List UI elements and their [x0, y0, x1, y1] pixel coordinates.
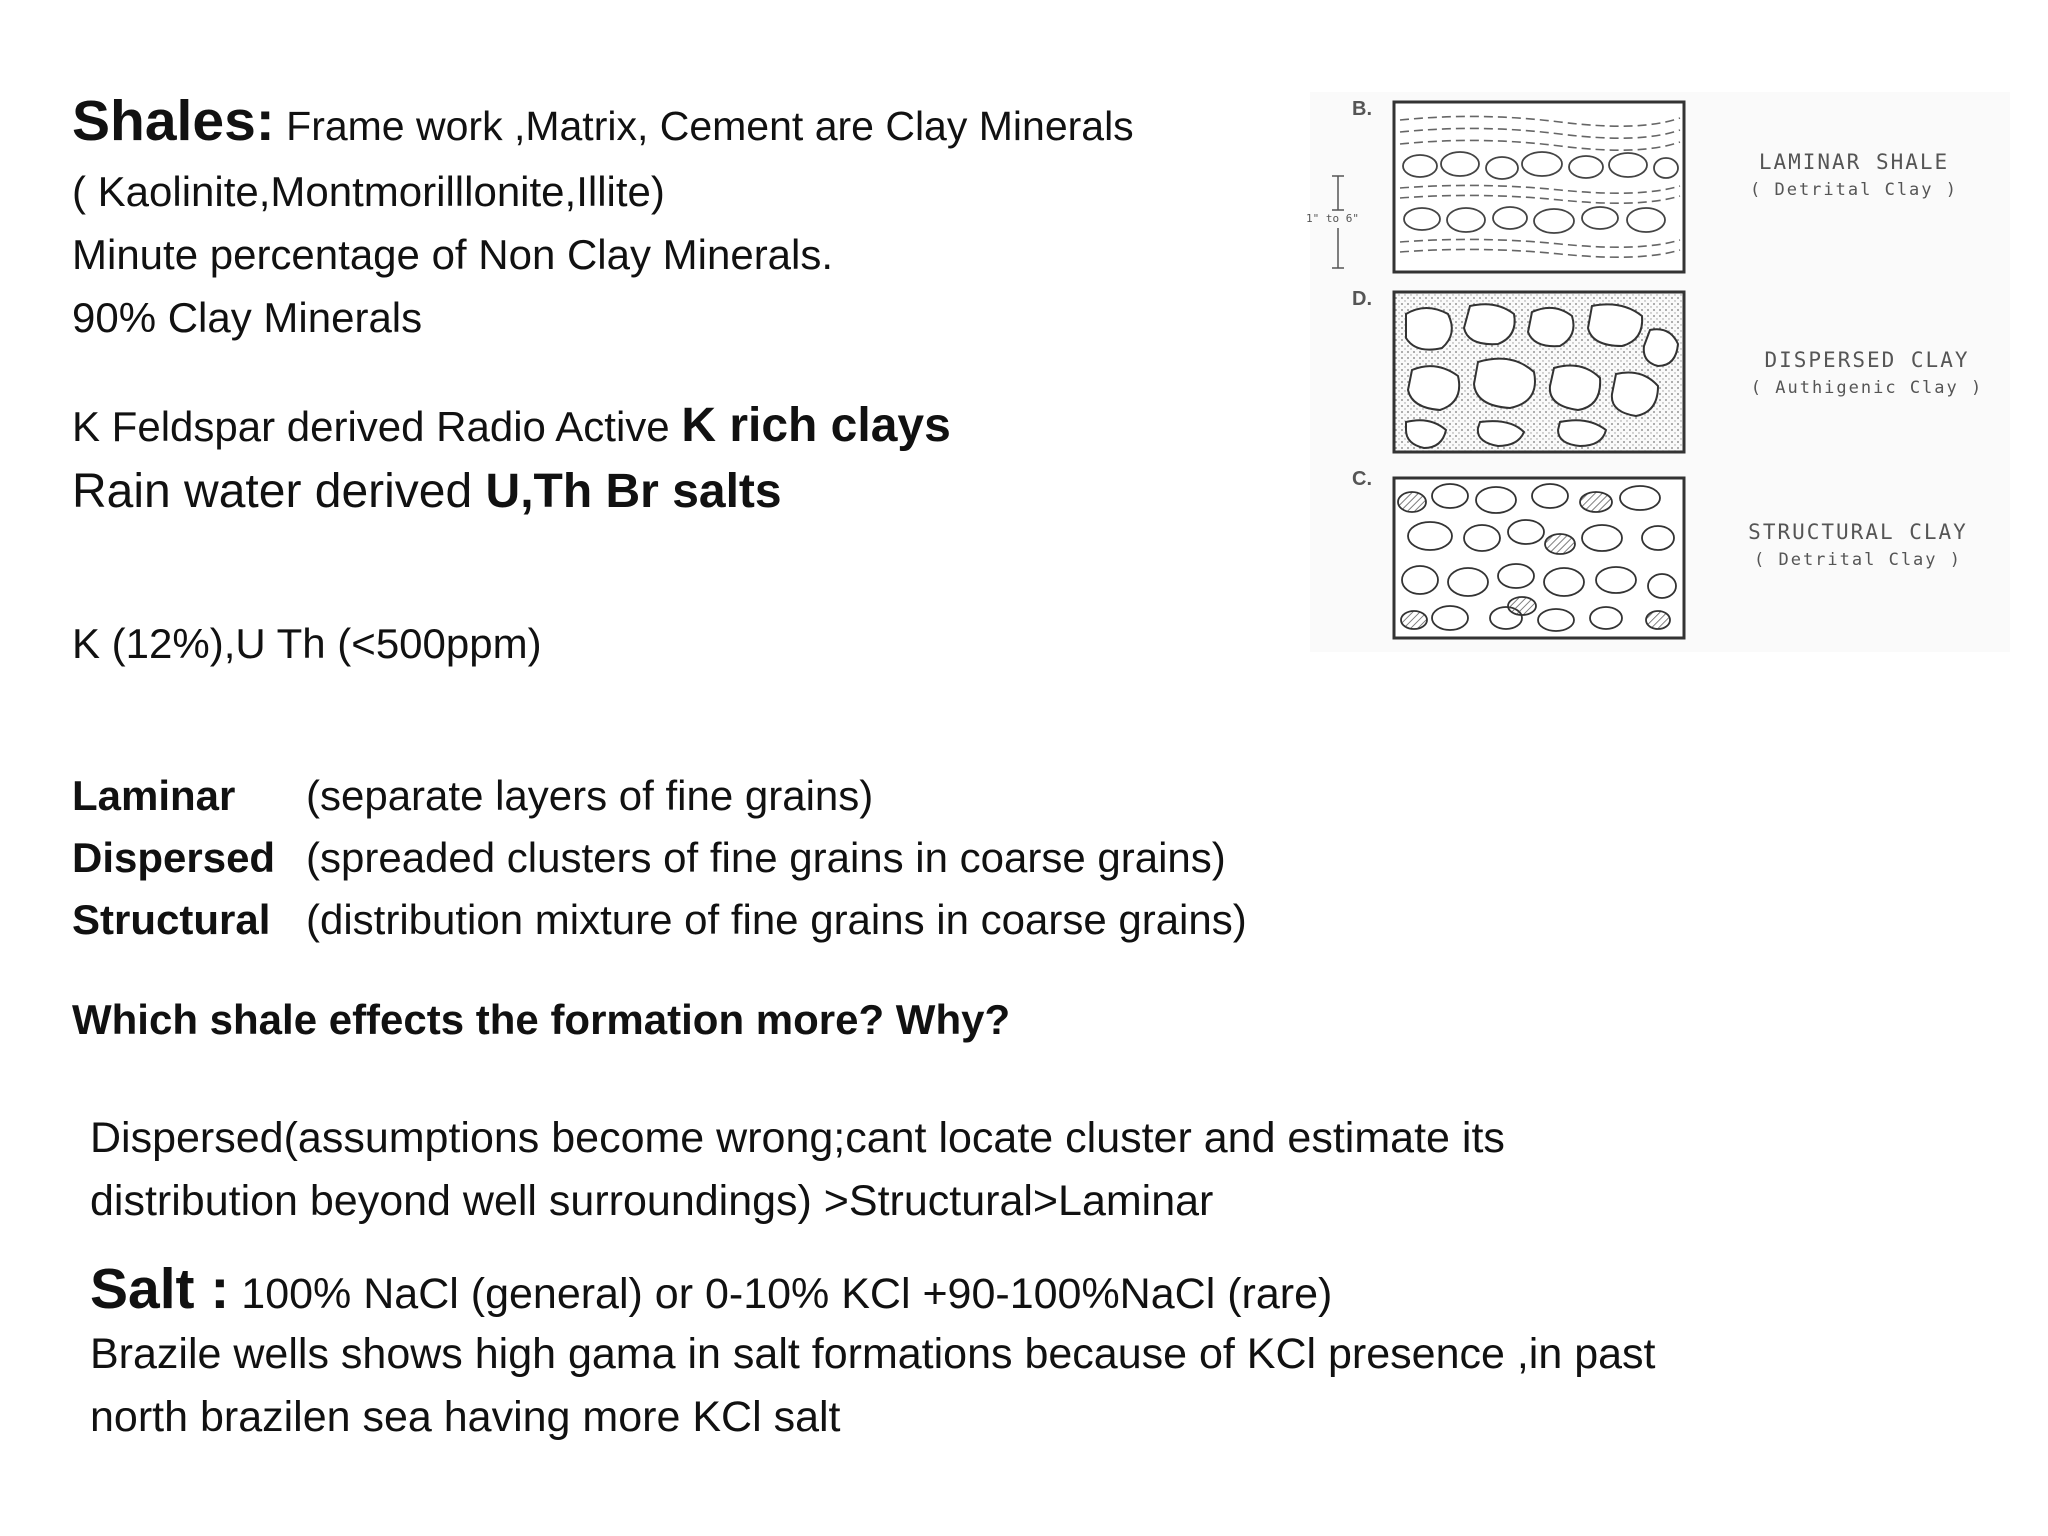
structural-clay-caption: STRUCTURAL CLAY	[1748, 520, 1968, 544]
k-feldspar-text: K Feldspar derived Radio Active	[72, 403, 682, 450]
concentration-text: K (12%),U Th (<500ppm)	[72, 620, 542, 667]
shales-nonclay-text: Minute percentage of Non Clay Minerals.	[72, 231, 834, 278]
structural-clay-diagram	[1394, 478, 1684, 638]
salt-composition: 100% NaCl (general) or 0-10% KCl +90-100%NaCl (rare)	[229, 1270, 1333, 1318]
shales-clay-percent: 90% Clay Minerals	[72, 294, 423, 341]
structural-clay-subcaption: ( Detrital Clay )	[1754, 550, 1962, 570]
dispersed-clay-caption: DISPERSED CLAY	[1764, 348, 1970, 372]
rain-water-line	[72, 464, 782, 519]
k-rich-clays: K rich clays	[681, 399, 951, 452]
shales-framework-text: Frame work ,Matrix, Cement are Clay Minerals	[274, 103, 1134, 149]
laminar-shale-subcaption: ( Detrital Clay )	[1750, 180, 1958, 200]
rain-water-text: Rain water derived	[72, 465, 486, 518]
salt-line1: Brazile wells shows high gama in salt formations because of KCl presence ,in past	[90, 1330, 1656, 1378]
salt-heading-line	[90, 1256, 1332, 1322]
type-row-dispersed	[72, 834, 1226, 882]
answer-line1: Dispersed(assumptions become wrong;cant locate cluster and estimate its	[90, 1114, 1505, 1162]
panel-d-letter: D.	[1352, 288, 1372, 310]
shale-distribution-figure	[1306, 92, 2010, 652]
laminar-shale-caption: LAMINAR SHALE	[1758, 150, 1950, 174]
type-desc: (separate layers of fine grains)	[306, 772, 874, 819]
type-term: Laminar	[72, 772, 236, 819]
k-feldspar-line	[72, 398, 951, 453]
laminar-shale-diagram	[1332, 102, 1684, 272]
salt-line2: north brazilen sea having more KCl salt	[90, 1393, 841, 1441]
question-text: Which shale effects the formation more? Why?	[72, 996, 1011, 1043]
type-desc: (spreaded clusters of fine grains in coarse grains)	[306, 834, 1226, 881]
u-th-br-salts: U,Th Br salts	[485, 465, 782, 518]
type-row-structural	[72, 896, 1247, 944]
type-term: Dispersed	[72, 834, 276, 881]
dispersed-clay-subcaption: ( Authigenic Clay )	[1750, 378, 1984, 398]
panel-c-letter: C.	[1352, 468, 1372, 490]
type-desc: (distribution mixture of fine grains in coarse grains)	[306, 896, 1247, 943]
type-term: Structural	[72, 896, 271, 943]
shales-minerals-list: ( Kaolinite,Montmorilllonite,Illite)	[72, 168, 665, 215]
salt-heading: Salt :	[90, 1257, 230, 1321]
shales-line1	[72, 88, 1134, 154]
shales-heading: Shales:	[72, 89, 275, 153]
dispersed-clay-diagram	[1394, 292, 1684, 452]
panel-b-letter: B.	[1352, 98, 1372, 120]
scale-label: 1" to 6"	[1306, 212, 1359, 225]
answer-line2: distribution beyond well surroundings) >Structural>Laminar	[90, 1177, 1214, 1225]
type-row-laminar	[72, 772, 873, 820]
